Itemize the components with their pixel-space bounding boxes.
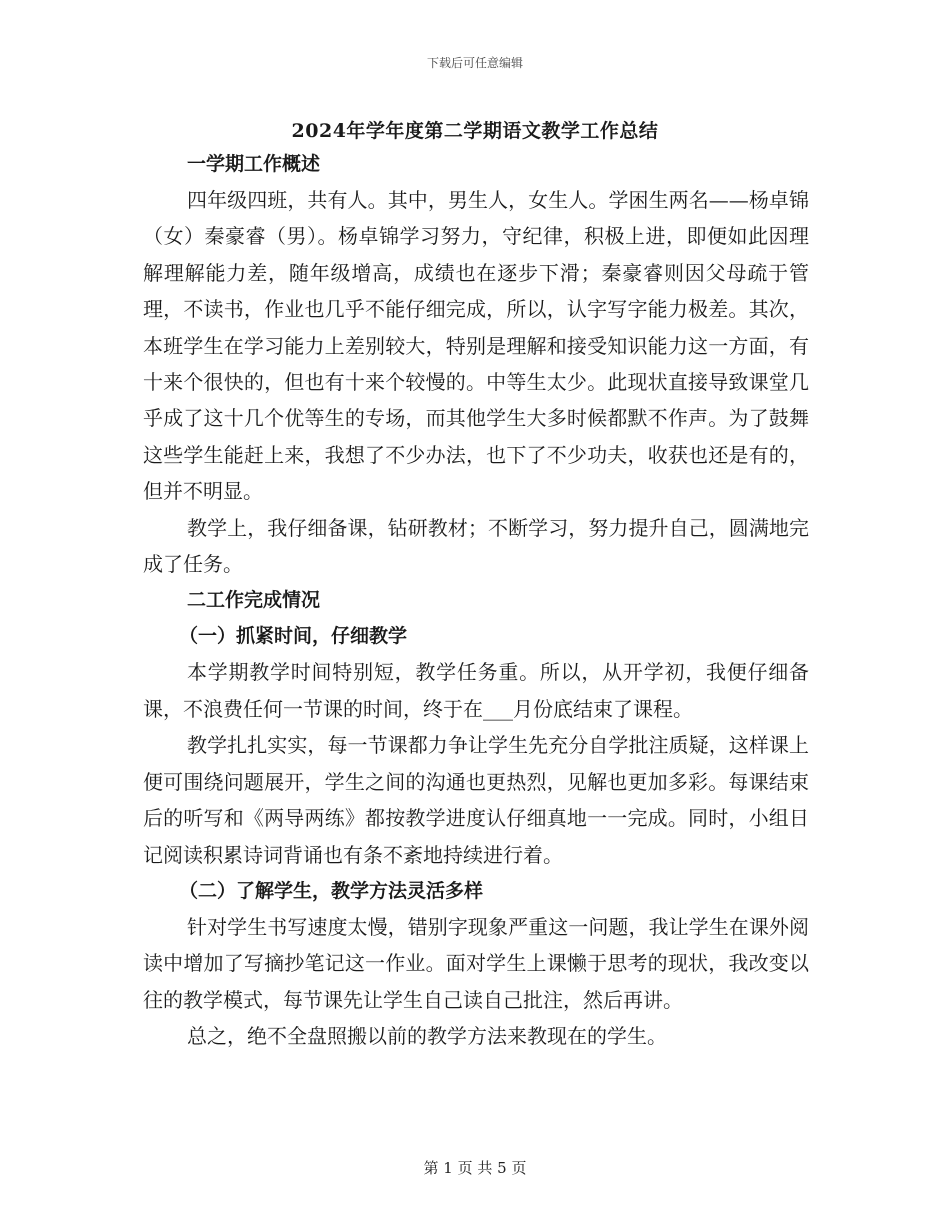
subsection-heading-methods: （二）了解学生，教学方法灵活多样 (179, 879, 484, 902)
page-header-note: 下载后可任意编辑 (426, 56, 523, 70)
section-heading-overview: 一学期工作概述 (187, 153, 321, 175)
paragraph: 本学期教学时间特别短，教学任务重。所以，从开学初，我便仔细备课，不浪费任何一节课的时间，终于在___月份底结束了课程。 (143, 660, 809, 721)
paragraph: 针对学生书写速度太慢，错别字现象严重这一问题，我让学生在课外阅读中增加了写摘抄笔记这一作业。面对学生上课懒于思考的现状，我改变以往的教学模式，每节课先让学生自己读自己批注，然后再讲。 (143, 914, 809, 1012)
paragraph: 总之，绝不全盘照搬以前的教学方法来教现在的学生。 (187, 1024, 667, 1049)
page-number: 第 1 页 共 5 页 (423, 1159, 527, 1177)
subsection-heading-time: （一）抓紧时间，仔细教学 (179, 625, 408, 648)
paragraph: 教学上，我仔细备课，钻研教材；不断学习，努力提升自己，圆满地完成了任务。 (143, 515, 809, 577)
section-heading-completion: 二工作完成情况 (187, 589, 321, 612)
document-body (143, 146, 809, 1055)
document-title: 2024年学年度第二学期语文教学工作总结 (291, 120, 659, 142)
paragraph: 四年级四班，共有人。其中，男生人，女生人。学困生两名——杨卓锦（女）秦豪睿（男）。杨卓锦学习努力，守纪律，积极上进，即便如此因理解理解能力差，随年级增高，成绩也在逐步下滑；秦豪睿则因父母疏于管理，不读书，作业也几乎不能仔细完成，所以，认字写字能力极差。其次，本班学生在学习能力上差别较大，特别是理解和接受知识能力这一方面，有十来个很快的，但也有十来个较慢的。中等生太少。此现状直接导致课堂几乎成了这十几个优等生的专场，而其他学生大多时候都默不作声。为了鼓舞这些学生能赶上来，我想了不少办法，也下了不少功夫，收获也还是有的，但并不明显。 (143, 188, 809, 504)
paragraph: 教学扎扎实实，每一节课都力争让学生先充分自学批注质疑，这样课上便可围绕问题展开，学生之间的沟通也更热烈，见解也更加多彩。每课结束后的听写和《两导两练》都按教学进度认仔细真地一一完成。同时，小组日记阅读积累诗词背诵也有条不紊地持续进行着。 (143, 733, 809, 867)
